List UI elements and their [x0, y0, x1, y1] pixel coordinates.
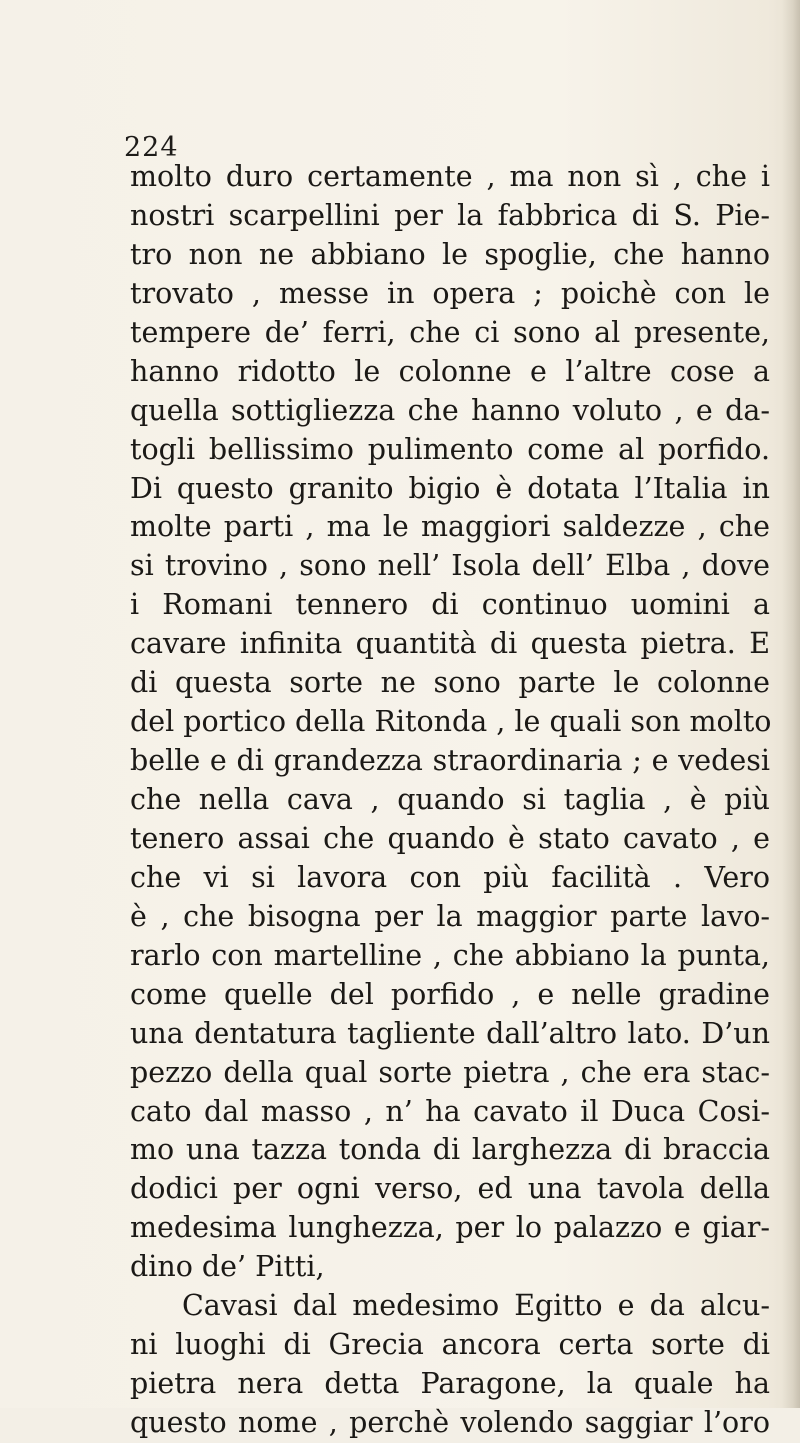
paragraph-first-line: Cavasi dal medesimo Egitto e da alcu-: [182, 1289, 770, 1323]
text-line: i Romani tennero di continuo uomini a: [130, 588, 770, 622]
text-line: tro non ne abbiano le spoglie, che hanno: [130, 237, 770, 271]
text-line: di questa sorte ne sono parte le colonne: [130, 666, 770, 700]
text-line: nostri scarpellini per la fabbrica di S. Pie-: [130, 198, 770, 232]
text-line: dodici per ogni verso, ed una tavola della: [130, 1172, 770, 1206]
text-line: trovato , messe in opera ; poichè con le: [130, 276, 770, 310]
text-line: ni luoghi di Grecia ancora certa sorte di: [130, 1328, 770, 1362]
text-line: molte parti , ma le maggiori saldezze , che: [130, 510, 770, 544]
text-line: che nella cava , quando si taglia , è più: [130, 783, 770, 816]
text-line: pezzo della qual sorte pietra , che era stac-: [130, 1055, 770, 1089]
text-line: Di questo granito bigio è dotata l’Italia in: [130, 471, 770, 505]
text-line: cavare infinita quantità di questa pietra. E: [130, 627, 770, 661]
text-line: hanno ridotto le colonne e l’altre cose a: [130, 354, 770, 388]
text-line: questo nome , perchè volendo saggiar l’oro: [130, 1406, 770, 1439]
text-line: rarlo con martelline , che abbiano la punta,: [130, 938, 770, 972]
text-line: del portico della Ritonda , le quali son molto: [130, 705, 772, 739]
text-line: cato dal masso , n’ ha cavato il Duca Cosi-: [130, 1094, 770, 1128]
text-line: è , che bisogna per la maggior parte lavo-: [130, 899, 770, 933]
text-line: tempere de’ ferri, che ci sono al presente,: [130, 315, 770, 349]
text-line: belle e di grandezza straordinaria ; e vedesi: [130, 744, 770, 778]
page-edge-shadow: [782, 0, 800, 1408]
text-line: medesima lunghezza, per lo palazzo e giar-: [130, 1211, 770, 1245]
text-line: dino de’ Pitti,: [130, 1250, 325, 1284]
text-line: come quelle del porfido , e nelle gradine: [130, 977, 770, 1011]
text-line: molto duro certamente , ma non sì , che i: [130, 160, 770, 193]
text-line: che vi si lavora con più facilità . Vero: [130, 860, 770, 894]
text-line: togli bellissimo pulimento come al porfido.: [130, 432, 770, 466]
text-line: tenero assai che quando è stato cavato , e: [130, 821, 770, 855]
page-number: 224: [124, 132, 179, 163]
text-line: mo una tazza tonda di larghezza di braccia: [130, 1133, 770, 1167]
text-line: quella sottigliezza che hanno voluto , e da-: [130, 393, 770, 427]
text-line: si trovino , sono nell’ Isola dell’ Elba , dove: [130, 549, 770, 583]
text-line: una dentatura tagliente dall’altro lato. D’un: [130, 1016, 770, 1050]
body-text: [130, 158, 770, 1443]
text-line: pietra nera detta Paragone, la quale ha: [130, 1367, 770, 1401]
